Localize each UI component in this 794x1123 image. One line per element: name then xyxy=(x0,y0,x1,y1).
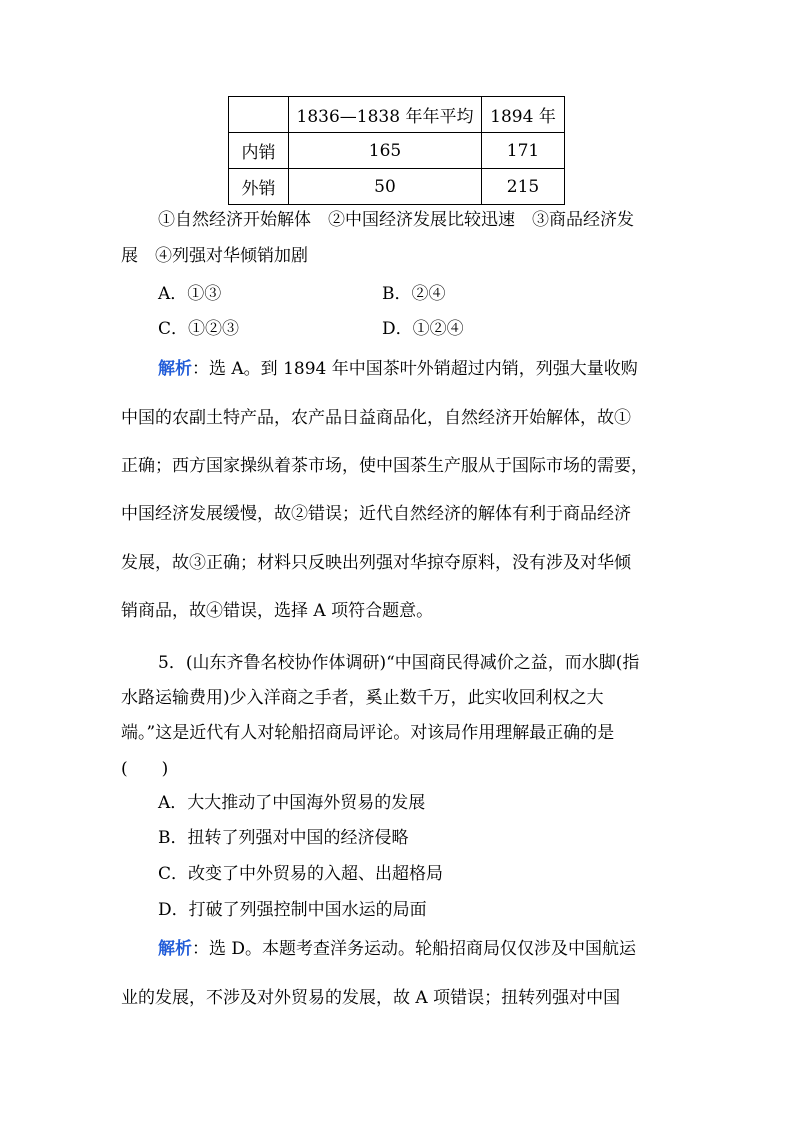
table-header-cell xyxy=(229,97,289,133)
table-cell: 165 xyxy=(289,133,482,169)
q4-analysis-line: 发展，故③正确；材料只反映出列强对华掠夺原料，没有涉及对华倾 xyxy=(121,553,631,573)
q4-option-b: B．②④ xyxy=(382,284,446,304)
table-row xyxy=(229,133,565,169)
tea-sales-table xyxy=(228,96,565,205)
q5-stem-line: 水路运输费用)少入洋商之手者，奚止数千万，此实收回利权之大 xyxy=(121,688,604,708)
q4-analysis-line: 销商品，故④错误，选择 A 项符合题意。 xyxy=(121,601,434,621)
analysis-label: 解析 xyxy=(158,939,192,959)
table-cell: 171 xyxy=(482,133,565,169)
q4-statements-line1: ①自然经济开始解体 ②中国经济发展比较迅速 ③商品经济发 xyxy=(158,210,634,230)
q4-option-d: D．①②④ xyxy=(382,319,464,339)
q5-answer-blank: ( ) xyxy=(121,759,169,779)
q5-analysis-line: 解析：选 D。本题考查洋务运动。轮船招商局仅仅涉及中国航运 xyxy=(158,939,637,959)
table-cell: 215 xyxy=(482,169,565,205)
table-row xyxy=(229,169,565,205)
table-header-cell: 1836—1838 年年平均 xyxy=(289,97,482,133)
q4-analysis-line: 中国经济发展缓慢，故②错误；近代自然经济的解体有利于商品经济 xyxy=(121,504,631,524)
table-header-cell: 1894 年 xyxy=(482,97,565,133)
q4-option-c: C．①②③ xyxy=(158,319,240,339)
q4-statements-line2: 展 ④列强对华倾销加剧 xyxy=(121,246,308,266)
q5-stem-line: 5．(山东齐鲁名校协作体调研)“中国商民得减价之益，而水脚(指 xyxy=(158,653,640,673)
q4-analysis-line: 中国的农副土特产品，农产品日益商品化，自然经济开始解体，故① xyxy=(121,408,631,428)
table-cell: 内销 xyxy=(229,133,289,169)
q5-stem-line: 端。”这是近代有人对轮船招商局评论。对该局作用理解最正确的是 xyxy=(121,723,615,743)
q5-option-c: C．改变了中外贸易的入超、出超格局 xyxy=(158,864,444,884)
q5-option-b: B．扭转了列强对中国的经济侵略 xyxy=(158,828,409,848)
q4-analysis-line: 解析：选 A。到 1894 年中国茶叶外销超过内销，列强大量收购 xyxy=(158,359,638,379)
q4-option-a: A．①③ xyxy=(158,284,222,304)
table-header-row xyxy=(229,97,565,133)
table-cell: 50 xyxy=(289,169,482,205)
analysis-label: 解析 xyxy=(158,359,192,379)
q5-analysis-line: 业的发展，不涉及对外贸易的发展，故 A 项错误；扭转列强对中国 xyxy=(121,988,621,1008)
q5-option-a: A．大大推动了中国海外贸易的发展 xyxy=(158,793,426,813)
table-cell: 外销 xyxy=(229,169,289,205)
q4-analysis-line: 正确；西方国家操纵着茶市场，使中国茶生产服从于国际市场的需要， xyxy=(121,456,648,476)
q5-option-d: D．打破了列强控制中国水运的局面 xyxy=(158,900,427,920)
